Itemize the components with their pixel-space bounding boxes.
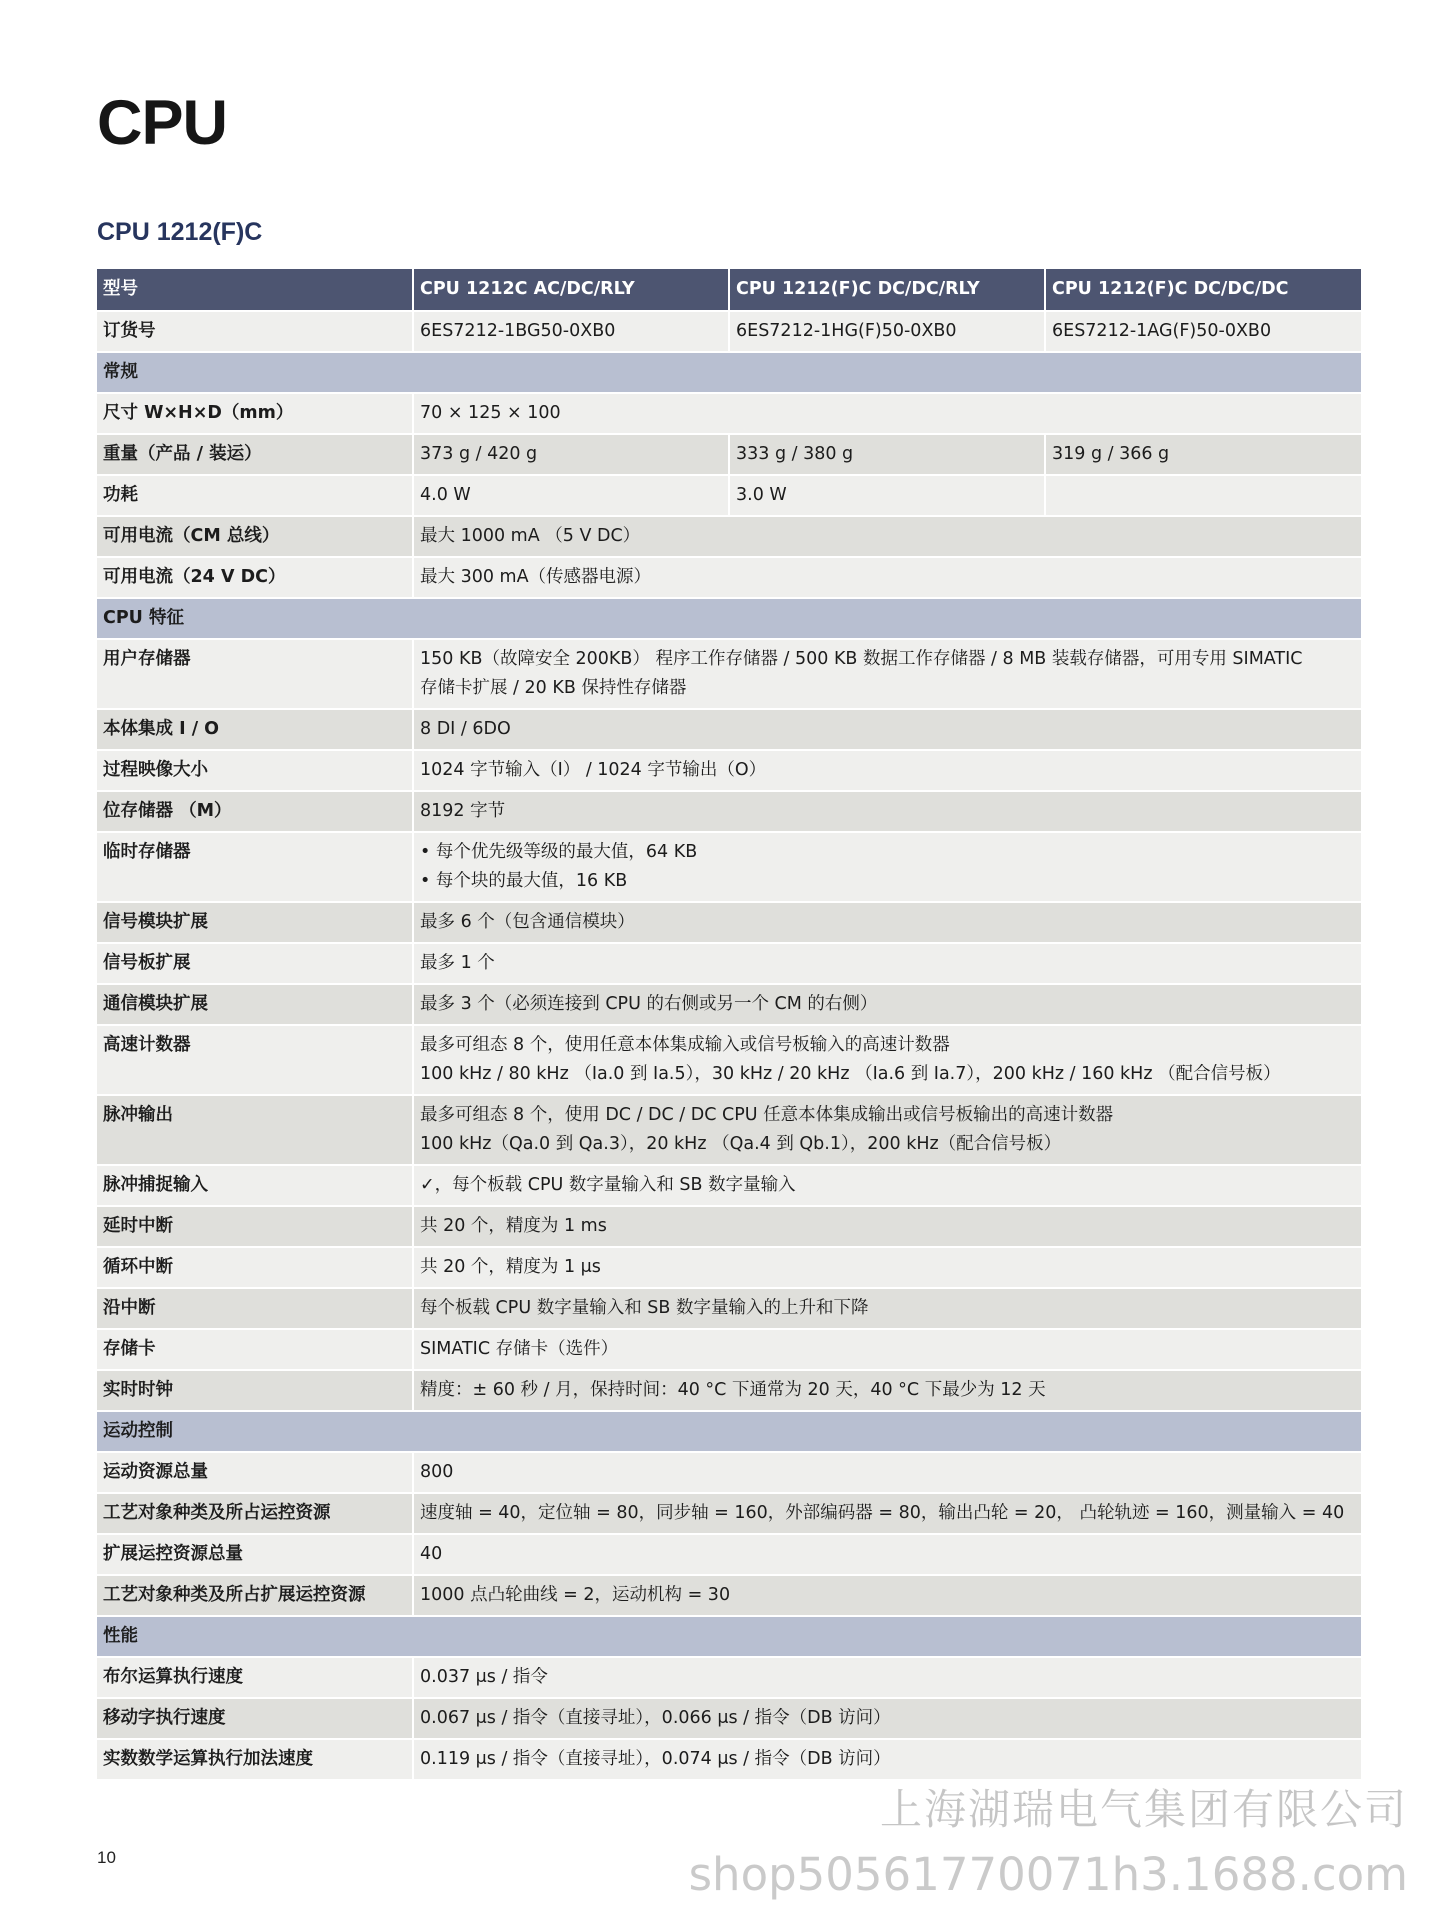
row-value xyxy=(413,984,1361,1025)
table-row xyxy=(97,1575,1361,1616)
page-number: 10 xyxy=(97,1848,116,1867)
row-label: 布尔运算执行速度 xyxy=(97,1657,413,1698)
row-value xyxy=(413,943,1361,984)
table-row xyxy=(97,1493,1361,1534)
row-label: 通信模块扩展 xyxy=(97,984,413,1025)
section-heading: 运动控制 xyxy=(97,1411,1361,1452)
table-row-size xyxy=(97,393,1361,434)
row-value-line: 0.037 μs / 指令 xyxy=(420,1667,548,1687)
table-row xyxy=(97,943,1361,984)
row-label: 运动资源总量 xyxy=(97,1452,413,1493)
table-row-dc-current xyxy=(97,557,1361,598)
section-heading: 性能 xyxy=(97,1616,1361,1657)
table-row xyxy=(97,1288,1361,1329)
table-row xyxy=(97,1657,1361,1698)
row-value: 4.0 W xyxy=(413,475,729,516)
row-value-line: 8 DI / 6DO xyxy=(420,719,511,739)
row-value-line: 150 KB（故障安全 200KB） 程序工作存储器 / 500 KB 数据工作存储器 / 8 MB 装载存储器，可用专用 SIMATIC xyxy=(420,649,1303,669)
row-value-line: 每个板载 CPU 数字量输入和 SB 数字量输入的上升和下降 xyxy=(420,1298,869,1318)
table-row xyxy=(97,1370,1361,1411)
row-value xyxy=(413,902,1361,943)
row-value xyxy=(413,1095,1361,1165)
row-value-line: 共 20 个，精度为 1 ms xyxy=(420,1216,607,1236)
header-cell-variant-2: CPU 1212(F)C DC/DC/RLY xyxy=(729,269,1045,311)
row-value-line: SIMATIC 存储卡（选件） xyxy=(420,1339,619,1359)
table-row xyxy=(97,709,1361,750)
row-value-line: 存储卡扩展 / 20 KB 保持性存储器 xyxy=(420,678,687,698)
row-value xyxy=(413,750,1361,791)
row-label: 可用电流（CM 总线） xyxy=(97,516,413,557)
row-value: 70 × 125 × 100 xyxy=(413,393,1361,434)
row-value-line: 100 kHz（Qa.0 到 Qa.3），20 kHz （Qa.4 到 Qb.1），200 kHz（配合信号板） xyxy=(420,1134,1062,1154)
row-label: 尺寸 W×H×D（mm） xyxy=(97,393,413,434)
spec-table xyxy=(97,269,1361,1781)
row-label: 移动字执行速度 xyxy=(97,1698,413,1739)
row-value xyxy=(413,1206,1361,1247)
table-row xyxy=(97,902,1361,943)
row-value-line: 0.119 μs / 指令（直接寻址），0.074 μs / 指令（DB 访问） xyxy=(420,1749,891,1769)
row-label: 脉冲捕捉输入 xyxy=(97,1165,413,1206)
row-value-line: 800 xyxy=(420,1462,454,1482)
row-label: 延时中断 xyxy=(97,1206,413,1247)
row-value-line: 100 kHz / 80 kHz （Ia.0 到 Ia.5），30 kHz / 20 kHz （Ia.6 到 Ia.7），200 kHz / 160 kHz （配合信号板） xyxy=(420,1064,1281,1084)
table-row-power xyxy=(97,475,1361,516)
row-value-line: 40 xyxy=(420,1544,443,1564)
row-value xyxy=(413,1739,1361,1780)
row-label: 扩展运控资源总量 xyxy=(97,1534,413,1575)
row-label: 用户存储器 xyxy=(97,639,413,709)
row-value: 333 g / 380 g xyxy=(729,434,1045,475)
table-row xyxy=(97,639,1361,709)
table-row xyxy=(97,791,1361,832)
table-header-row xyxy=(97,269,1361,311)
table-row xyxy=(97,1452,1361,1493)
row-label: 工艺对象种类及所占扩展运控资源 xyxy=(97,1575,413,1616)
row-label: 高速计数器 xyxy=(97,1025,413,1095)
section-row-motion-control xyxy=(97,1411,1361,1452)
row-value xyxy=(413,1534,1361,1575)
row-label: 存储卡 xyxy=(97,1329,413,1370)
order-number-value: 6ES7212-1BG50-0XB0 xyxy=(413,311,729,352)
row-label: 本体集成 I / O xyxy=(97,709,413,750)
row-label: 信号板扩展 xyxy=(97,943,413,984)
section-row-general xyxy=(97,352,1361,393)
row-value-line: ✓，每个板载 CPU 数字量输入和 SB 数字量输入 xyxy=(420,1175,796,1195)
row-value xyxy=(413,791,1361,832)
watermark-company: 上海湖瑞电气集团有限公司 xyxy=(879,1785,1408,1834)
page-title: CPU xyxy=(97,88,228,158)
order-number-label: 订货号 xyxy=(97,311,413,352)
table-row xyxy=(97,1025,1361,1095)
order-number-value: 6ES7212-1HG(F)50-0XB0 xyxy=(729,311,1045,352)
row-label: 过程映像大小 xyxy=(97,750,413,791)
row-label: 位存储器 （M） xyxy=(97,791,413,832)
table-row xyxy=(97,1206,1361,1247)
header-cell-variant-3: CPU 1212(F)C DC/DC/DC xyxy=(1045,269,1361,311)
table-row xyxy=(97,750,1361,791)
row-value-line: 最多 6 个（包含通信模块） xyxy=(420,912,635,932)
row-value xyxy=(413,1575,1361,1616)
row-value-line: 最多 1 个 xyxy=(420,953,495,973)
section-heading: 常规 xyxy=(97,352,1361,393)
row-value-line: 最多可组态 8 个，使用 DC / DC / DC CPU 任意本体集成输出或信号板输出的高速计数器 xyxy=(420,1105,1114,1125)
table-row-weight xyxy=(97,434,1361,475)
row-value xyxy=(413,1698,1361,1739)
row-value: 最大 300 mA（传感器电源） xyxy=(413,557,1361,598)
table-row xyxy=(97,1329,1361,1370)
row-value-line: 1000 点凸轮曲线 = 2，运动机构 = 30 xyxy=(420,1585,731,1605)
row-value xyxy=(413,1329,1361,1370)
section-row-performance xyxy=(97,1616,1361,1657)
row-value-line: 1024 字节输入（I） / 1024 字节输出（O） xyxy=(420,760,767,780)
row-value xyxy=(413,709,1361,750)
row-label: 沿中断 xyxy=(97,1288,413,1329)
row-value-line: 最多 3 个（必须连接到 CPU 的右侧或另一个 CM 的右侧） xyxy=(420,994,878,1014)
row-value xyxy=(413,832,1361,902)
row-value: 3.0 W xyxy=(729,475,1045,516)
row-value-line: 精度：± 60 秒 / 月，保持时间：40 °C 下通常为 20 天，40 °C 下最少为 12 天 xyxy=(420,1380,1046,1400)
table-row xyxy=(97,1698,1361,1739)
section-title: CPU 1212(F)C xyxy=(97,218,263,246)
row-value: 373 g / 420 g xyxy=(413,434,729,475)
row-value: 319 g / 366 g xyxy=(1045,434,1361,475)
row-value xyxy=(1045,475,1361,516)
row-label: 可用电流（24 V DC） xyxy=(97,557,413,598)
row-label: 循环中断 xyxy=(97,1247,413,1288)
header-cell-model: 型号 xyxy=(97,269,413,311)
row-label: 工艺对象种类及所占运控资源 xyxy=(97,1493,413,1534)
table-row xyxy=(97,984,1361,1025)
table-row xyxy=(97,1534,1361,1575)
section-row-cpu-features xyxy=(97,598,1361,639)
table-row xyxy=(97,1739,1361,1780)
row-value xyxy=(413,1288,1361,1329)
row-value xyxy=(413,1247,1361,1288)
row-value xyxy=(413,1370,1361,1411)
section-heading: CPU 特征 xyxy=(97,598,1361,639)
row-value xyxy=(413,1657,1361,1698)
row-label: 信号模块扩展 xyxy=(97,902,413,943)
watermark-shop-url: shop50561770071h3.1688.com xyxy=(688,1848,1408,1901)
table-row xyxy=(97,832,1361,902)
order-number-value: 6ES7212-1AG(F)50-0XB0 xyxy=(1045,311,1361,352)
row-value-line: 最多可组态 8 个，使用任意本体集成输入或信号板输入的高速计数器 xyxy=(420,1035,950,1055)
table-row xyxy=(97,1095,1361,1165)
row-value xyxy=(413,1452,1361,1493)
table-row xyxy=(97,1165,1361,1206)
row-value xyxy=(413,1165,1361,1206)
row-value-line: 共 20 个，精度为 1 μs xyxy=(420,1257,601,1277)
row-value: 最大 1000 mA （5 V DC） xyxy=(413,516,1361,557)
row-value-line: 速度轴 = 40，定位轴 = 80，同步轴 = 160，外部编码器 = 80，输出凸轮 = 20， 凸轮轨迹 = 160，测量输入 = 40 xyxy=(420,1503,1345,1523)
row-label: 实时时钟 xyxy=(97,1370,413,1411)
row-value-line: • 每个优先级等级的最大值，64 KB xyxy=(420,842,698,862)
header-cell-variant-1: CPU 1212C AC/DC/RLY xyxy=(413,269,729,311)
row-value xyxy=(413,639,1361,709)
row-value-line: 8192 字节 xyxy=(420,801,506,821)
row-label: 脉冲输出 xyxy=(97,1095,413,1165)
table-row-cm-current xyxy=(97,516,1361,557)
row-value-line: 0.067 μs / 指令（直接寻址），0.066 μs / 指令（DB 访问） xyxy=(420,1708,891,1728)
row-value-line: • 每个块的最大值，16 KB xyxy=(420,871,628,891)
row-label: 临时存储器 xyxy=(97,832,413,902)
row-value xyxy=(413,1493,1361,1534)
row-label: 实数数学运算执行加法速度 xyxy=(97,1739,413,1780)
order-number-row xyxy=(97,311,1361,352)
table-row xyxy=(97,1247,1361,1288)
row-value xyxy=(413,1025,1361,1095)
row-label: 功耗 xyxy=(97,475,413,516)
row-label: 重量（产品 / 装运） xyxy=(97,434,413,475)
